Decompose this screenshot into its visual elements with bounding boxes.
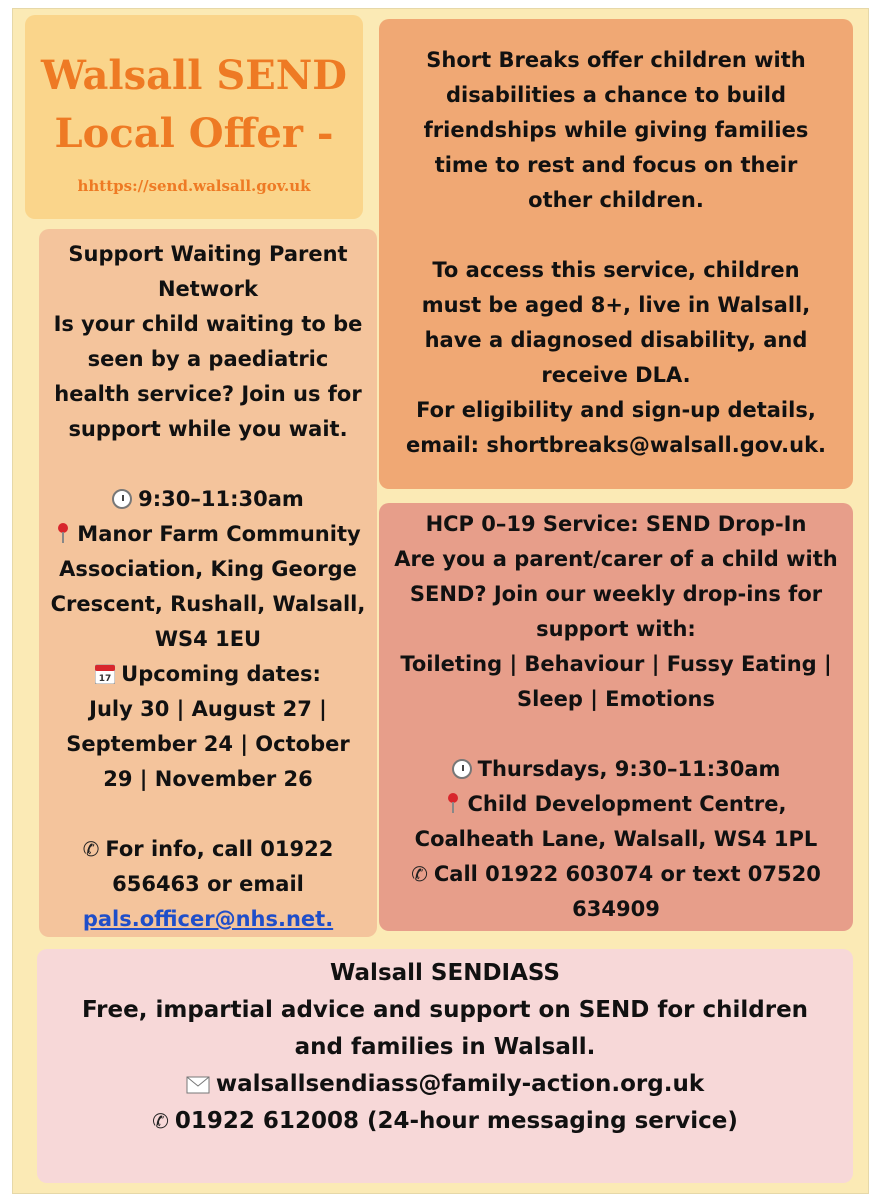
hcp-location-line: Coalheath Lane, Walsall, WS4 1PL: [414, 827, 818, 851]
pin-icon: [445, 792, 461, 814]
waiting-line: seen by a paediatric: [87, 347, 329, 371]
waiting-location-row: [49, 517, 367, 552]
sendiass-email[interactable]: walsallsendiass@family-action.org.uk: [215, 1071, 705, 1097]
dates-line: July 30 | August 27 |: [89, 697, 327, 721]
short-breaks-access-line: receive DLA.: [541, 363, 691, 387]
clock-icon: [452, 759, 472, 779]
short-breaks-line: other children.: [528, 188, 704, 212]
title-line-1: Walsall SEND: [41, 52, 347, 99]
hcp-line: support with:: [536, 617, 696, 641]
hcp-time: Thursdays, 9:30–11:30am: [477, 757, 781, 781]
sendiass-phone: 01922 612008 (24-hour messaging service): [174, 1108, 738, 1134]
waiting-location-line: Crescent, Rushall, Walsall,: [50, 592, 366, 616]
hcp-line: Are you a parent/carer of a child with: [394, 547, 838, 571]
waiting-location-line: WS4 1EU: [154, 627, 262, 651]
hcp-location-row: [389, 787, 843, 822]
phone-icon: ✆: [411, 862, 428, 886]
waiting-contact-line: 656463 or email: [112, 872, 304, 896]
short-breaks-access-line: have a diagnosed disability, and: [424, 328, 808, 352]
hcp-line: HCP 0–19 Service: SEND Drop-In: [425, 512, 807, 536]
waiting-line: health service? Join us for: [54, 382, 362, 406]
clock-icon: [112, 489, 132, 509]
short-breaks-email-line: email: shortbreaks@walsall.gov.uk.: [405, 433, 827, 457]
short-breaks-line: time to rest and focus on their: [434, 153, 798, 177]
short-breaks-panel: [379, 19, 853, 489]
short-breaks-line: disabilities a chance to build: [445, 83, 786, 107]
waiting-time-row: [49, 482, 367, 517]
pin-icon: [55, 522, 71, 544]
pals-email-link[interactable]: pals.officer@nhs.net.: [82, 907, 334, 931]
title-line-2: Local Offer -: [54, 110, 334, 157]
hcp-call-line: Call 01922 603074 or text 07520: [433, 862, 821, 886]
hcp-time-row: [389, 752, 843, 787]
short-breaks-access-line: To access this service, children: [432, 258, 800, 282]
hcp-line: Sleep | Emotions: [517, 687, 715, 711]
dates-line: September 24 | October: [66, 732, 350, 756]
short-breaks-line: friendships while giving families: [423, 118, 809, 142]
waiting-line: support while you wait.: [68, 417, 348, 441]
phone-icon: ✆: [152, 1109, 169, 1133]
waiting-time: 9:30–11:30am: [138, 487, 304, 511]
waiting-parent-panel: [39, 229, 377, 937]
waiting-dates-row: [49, 657, 367, 692]
phone-icon: ✆: [82, 837, 100, 861]
waiting-location-line: Manor Farm Community: [77, 522, 361, 546]
hcp-panel: [379, 503, 853, 931]
hcp-line: Toileting | Behaviour | Fussy Eating |: [400, 652, 832, 676]
hcp-line: SEND? Join our weekly drop-ins for: [409, 582, 823, 606]
title-url[interactable]: hhttps://send.walsall.gov.uk: [77, 177, 311, 195]
short-breaks-line: Short Breaks offer children with: [426, 48, 806, 72]
sendiass-desc-line: Free, impartial advice and support on SEND for children: [81, 997, 809, 1023]
dates-label: Upcoming dates:: [121, 662, 321, 686]
sendiass-desc-line: and families in Walsall.: [294, 1034, 596, 1060]
waiting-location-line: Association, King George: [59, 557, 357, 581]
calendar-icon: [95, 663, 115, 684]
dates-line: 29 | November 26: [103, 767, 313, 791]
hcp-call-line: 634909: [572, 897, 660, 921]
envelope-icon: [186, 1076, 210, 1094]
poster: [12, 8, 869, 1194]
hcp-call-row: [389, 857, 843, 892]
waiting-contact-row: [49, 832, 367, 867]
title-box: [25, 15, 363, 219]
short-breaks-access-line: For eligibility and sign-up details,: [416, 398, 816, 422]
sendiass-email-row: [47, 1066, 843, 1103]
waiting-line: Network: [157, 277, 258, 301]
sendiass-panel: [37, 949, 853, 1183]
svg-text:17: 17: [98, 674, 112, 684]
hcp-location-line: Child Development Centre,: [467, 792, 787, 816]
sendiass-title: Walsall SENDIASS: [329, 960, 560, 986]
waiting-line: Is your child waiting to be: [53, 312, 363, 336]
sendiass-phone-row: [47, 1103, 843, 1140]
short-breaks-access-line: must be aged 8+, live in Walsall,: [421, 293, 811, 317]
waiting-contact-line: For info, call 01922: [105, 837, 334, 861]
waiting-line: Support Waiting Parent: [68, 242, 348, 266]
